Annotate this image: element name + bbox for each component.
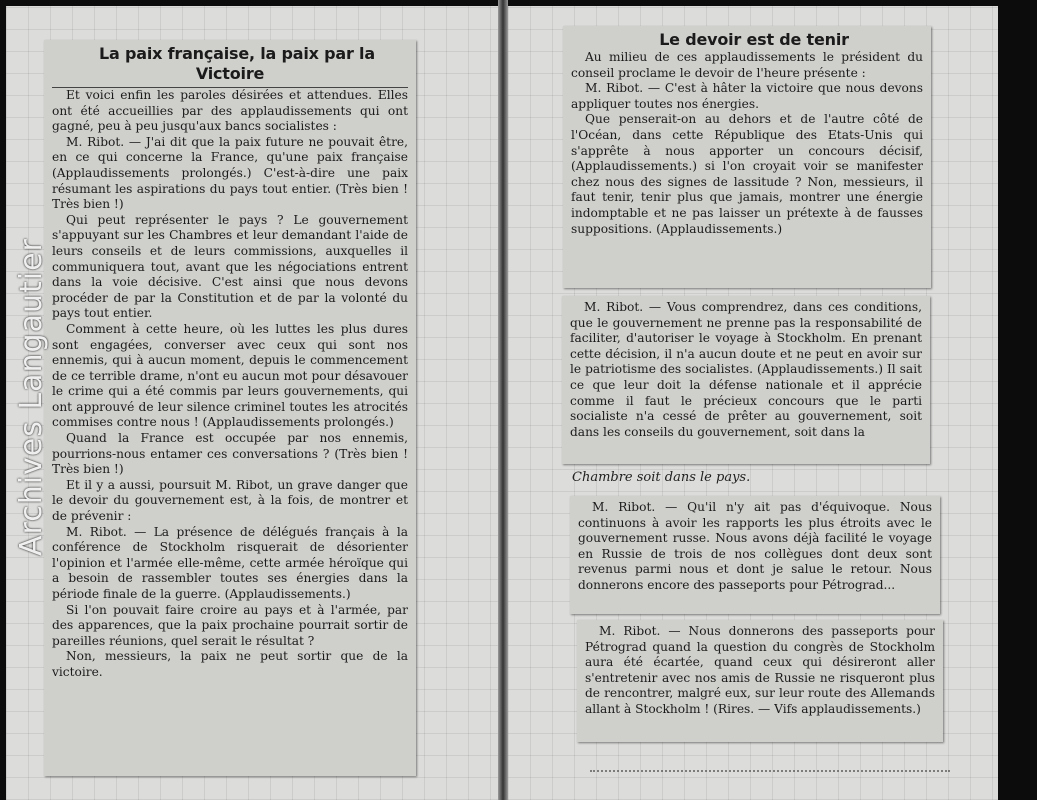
paragraph: Quand la France est occupée par nos ennemis, pourrions-nous entamer ces conversations ? (Très bien ! Très bien !) xyxy=(52,431,408,477)
paragraph: Et il y a aussi, poursuit M. Ribot, un grave danger que le devoir du gouvernement est, à la fois, de montrer et de prévenir : xyxy=(52,477,408,524)
paragraph: Si l'on pouvait faire croire au pays et à l'armée, par des apparences, que la paix prochaine pourrait sortir de pareilles réunions, quel serait le résultat ? xyxy=(52,602,408,648)
clipping-rapports-russie xyxy=(570,496,940,614)
paragraph: M. Ribot. — La présence de délégués français à la conférence de Stockholm risquerait de désorienter l'opinion et l'armée elle-même, cette armée héroïque qui a besoin de rassembler toutes ses énergies dans la période finale de la guerre. (Applaudissements.) xyxy=(52,524,408,601)
paragraph: M. Ribot. — Qu'il n'y ait pas d'équivoque. Nous continuons à avoir les rapports les plus étroits avec le gouvernement russe. Nous avons déjà facilité le voyage en Russie de trois de nos collègues dont deux sont revenus parmi nous et dont je salue le retour. Nous donnerons encore des passeports pour Pétrograd... xyxy=(578,500,932,592)
clipping-devoir-de-tenir xyxy=(563,26,931,288)
clipping-paix-francaise xyxy=(44,40,416,776)
clipping-title: Le devoir est de tenir xyxy=(659,30,849,49)
notebook-spine xyxy=(498,0,508,800)
paragraph: Comment à cette heure, où les luttes les plus dures sont engagées, converser avec ceux qui sont nos ennemis, qui à aucun moment, depuis le commencement de ce terrible drame, n'ont eu aucun mot pour désavouer le crime qui a été commis par leurs gouvernements, qui ont approuvé de leur silence criminel toutes les atrocités commises contre nous ! (Applaudissements prolongés.) xyxy=(52,321,408,430)
paragraph: Que penserait-on au dehors et de l'autre côté de l'Océan, dans cette République des Etats-Unis qui s'apprête à nous apporter un concours décisif, (Applaudissements.) si l'on croyait voir se manifester chez nous des signes de lassitude ? Non, messieurs, il faut tenir, tenir plus que jamais, montrer une énergie indomptable et ne pas laisser un prétexte à de fausses suppositions. (Applaudissements.) xyxy=(571,112,923,236)
watermark: Archives Langautier xyxy=(14,238,49,556)
clipping-passeports-petrograd xyxy=(577,620,943,742)
handwritten-note: Chambre soit dans le pays. xyxy=(572,470,751,485)
paragraph: Au milieu de ces applaudissements le président du conseil proclame le devoir de l'heure présente : xyxy=(571,50,923,80)
paragraph: M. Ribot. — Nous donnerons des passeports pour Pétrograd quand la question du congrès de Stockholm aura été écartée, quand ceux qui désireront aller s'entretenir avec nos amis de Russie ne risqueront plus de rencontrer, malgré eux, sur leur route des Allemands allant à Stockholm ! (Rires. — Vifs applaudissements.) xyxy=(585,624,935,716)
clipping-voyage-stockholm xyxy=(562,296,930,464)
paragraph: M. Ribot. — Vous comprendrez, dans ces conditions, que le gouvernement ne prenne pas la responsabilité de faciliter, d'autoriser le voyage à Stockholm. En prenant cette décision, il n'a aucun doute et ne peut en avoir sur le patriotisme des socialistes. (Applaudissements.) Il sait ce que leur doit la défense nationale et il apprécie comme il faut le précieux concours que le parti socialiste n'a cessé de prêter au gouvernement, soit dans les conseils du gouvernement, soit dans la xyxy=(570,300,922,439)
paragraph: Qui peut représenter le pays ? Le gouvernement s'appuyant sur les Chambres et leur demandant l'aide de leurs conseils et de leurs commissions, auxquelles il communiquera tout, avant que les négociations entrent dans la voie décisive. C'est ainsi que nous devons procéder de par la Constitution et de par la volonté du pays tout entier. xyxy=(52,212,408,321)
clipping-title: La paix française, la paix par la Victoire xyxy=(52,44,408,88)
paragraph: Et voici enfin les paroles désirées et attendues. Elles ont été accueillies par des applaudissements qui ont gagné, peu à peu jusqu'aux bancs socialistes : xyxy=(52,88,408,134)
handwritten-scribble xyxy=(590,752,950,772)
paragraph: Non, messieurs, la paix ne peut sortir que de la victoire. xyxy=(52,649,408,679)
paragraph: M. Ribot. — C'est à hâter la victoire que nous devons appliquer toutes nos énergies. xyxy=(571,81,923,111)
paragraph: M. Ribot. — J'ai dit que la paix future ne pouvait être, en ce qui concerne la France, qu'une paix française (Applaudissements prolongés.) C'est-à-dire une paix résumant les aspirations du pays tout entier. (Très bien ! Très bien !) xyxy=(52,134,408,212)
